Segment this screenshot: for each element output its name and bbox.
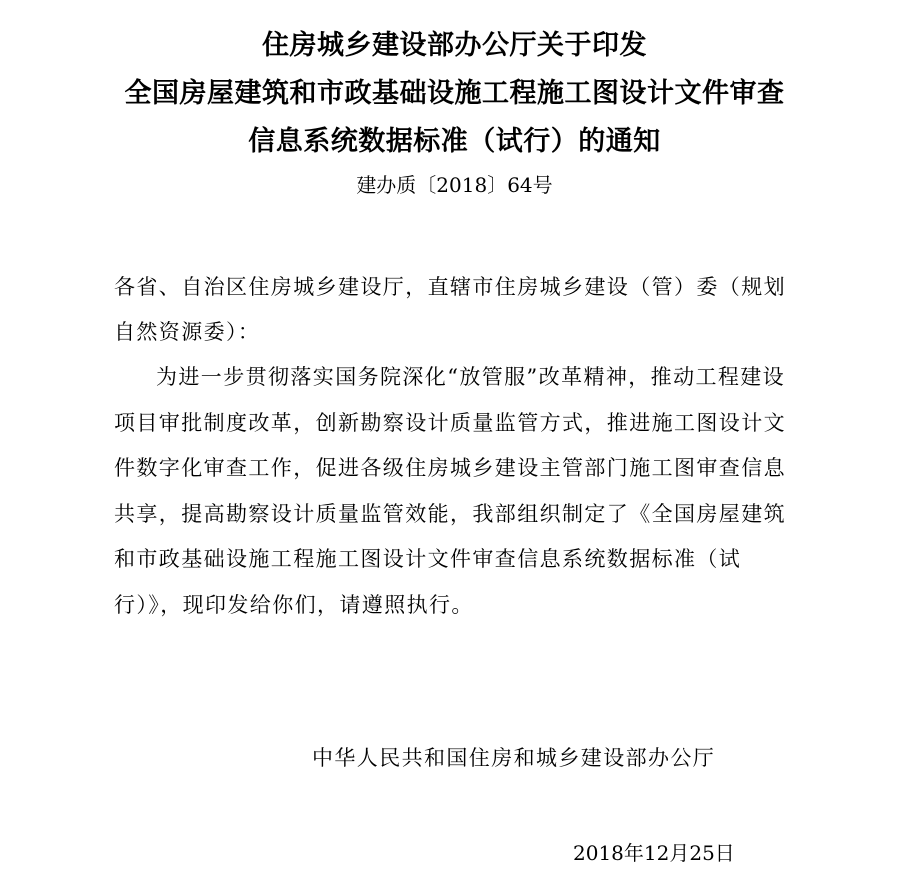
title-line-1: 住房城乡建设部办公厅关于印发: [262, 30, 647, 61]
issuing-office: 中华人民共和国住房和城乡建设部办公厅: [312, 746, 716, 770]
document-number: 建办质〔2018〕64号: [356, 173, 553, 197]
body-paragraph: 为进一步贯彻落实国务院深化“放管服”改革精神，推动工程建设项目审批制度改革，创新勘察设计质量监管方式，推进施工图设计文件数字化审查工作，促进各级住房城乡建设主管部门施工图审查信息共享，提高勘察设计质量监管效能，我部组织制定了《全国房屋建筑和市政基础设施工程施工图设计文件审查信息系统数据标准（试行）》，现印发给你们，请遵照执行。: [114, 365, 786, 617]
notice-title: [0, 22, 909, 166]
salutation: 各省、自治区住房城乡建设厅，直辖市住房城乡建设（管）委（规划自然资源委）：: [114, 275, 786, 344]
title-line-2: 全国房屋建筑和市政基础设施工程施工图设计文件审查: [124, 78, 785, 109]
title-line-3: 信息系统数据标准（试行）的通知: [248, 126, 661, 157]
issue-date: 2018年12月25日: [573, 841, 735, 865]
